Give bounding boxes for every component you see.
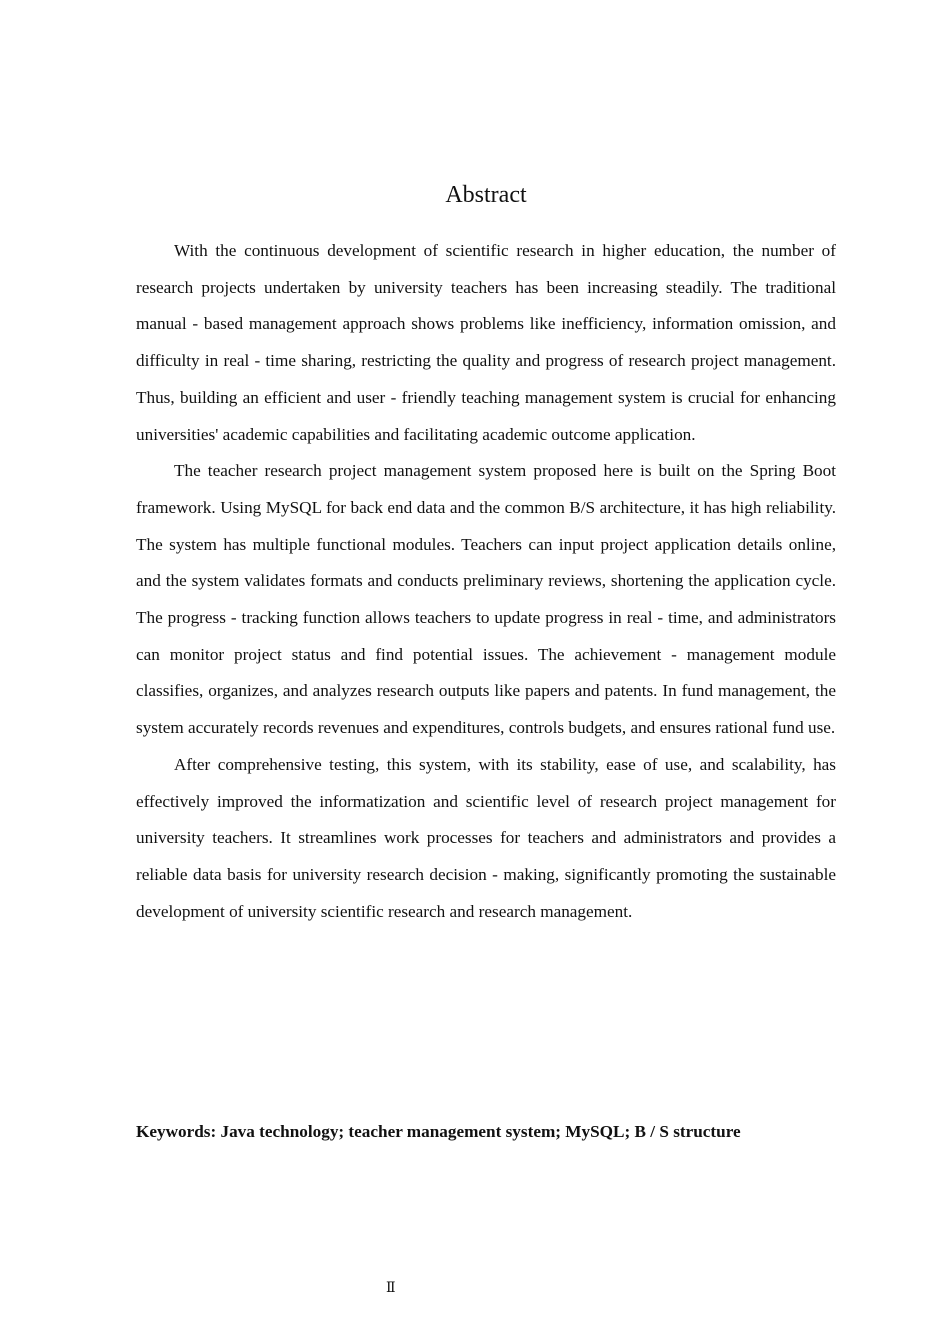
keywords-line: Keywords: Java technology; teacher management system; MySQL; B / S structure — [136, 1122, 741, 1141]
abstract-paragraph-3: After comprehensive testing, this system, with its stability, ease of use, and scalability, has effectively improved the informatization and scientific level of research project management for university teachers. It streamlines work processes for teachers and administrators and provides a reliable data basis for university research decision - making, significantly promoting the sustainable development of university scientific research and research management. — [136, 754, 836, 921]
abstract-paragraph-1: With the continuous development of scientific research in higher education, the number of research projects undertaken by university teachers has been increasing steadily. The traditional manual - based management approach shows problems like inefficiency, information omission, and difficulty in real - time sharing, restricting the quality and progress of research project management. Thus, building an efficient and user - friendly teaching management system is crucial for enhancing universities' academic capabilities and facilitating academic outcome application. — [136, 241, 836, 444]
abstract-paragraph-2: The teacher research project management system proposed here is built on the Spring Boot framework. Using MySQL for back end data and the common B/S architecture, it has high reliability. The system has multiple functional modules. Teachers can input project application details online, and the system validates formats and conducts preliminary reviews, shortening the application cycle. The progress - tracking function allows teachers to update progress in real - time, and administrators can monitor project status and find potential issues. The achievement - management module classifies, organizes, and analyzes research outputs like papers and patents. In fund management, the system accurately records revenues and expenditures, controls budgets, and ensures rational fund use. — [136, 461, 836, 738]
page-number: Ⅱ — [386, 1281, 396, 1296]
abstract-body — [136, 233, 836, 930]
abstract-title: Abstract — [445, 182, 527, 208]
